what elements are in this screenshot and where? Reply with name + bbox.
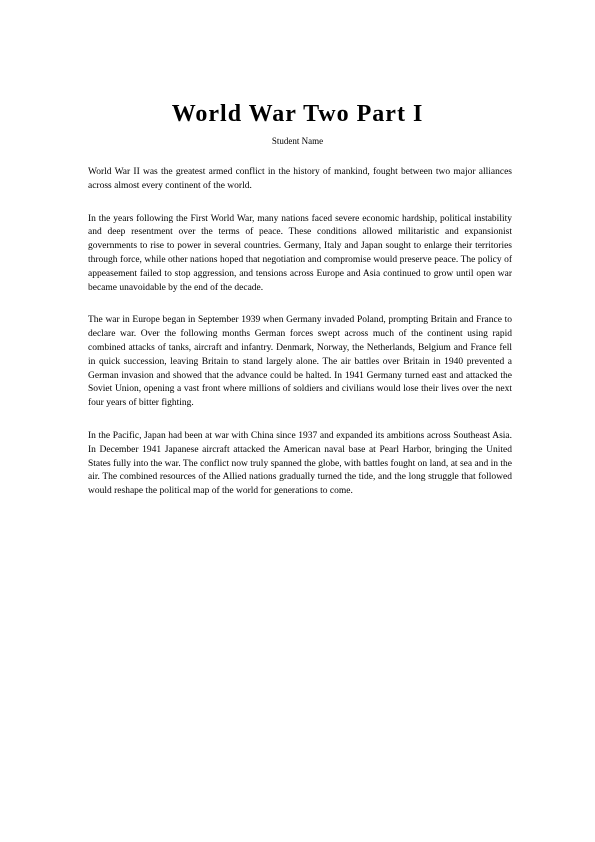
paragraph-3: The war in Europe began in September 1939 when Germany invaded Poland, prompting Britain and France to declare war. Over the following months German forces swept across much of the continent using rapid combined attacks of tanks, aircraft and infantry. Denmark, Norway, the Netherlands, Belgium and France fell in quick succession, leaving Britain to stand largely alone. The air battles over Britain in 1940 prevented a German invasion and showed that the advance could be halted. In 1941 Germany turned east and attacked the Soviet Union, opening a vast front where millions of soldiers and civilians would lose their lives over the next four years of bitter fighting. xyxy=(88,315,512,409)
page-title: World War Two Part I xyxy=(171,101,424,127)
paragraph-4: In the Pacific, Japan had been at war with China since 1937 and expanded its ambitions across Southeast Asia. In December 1941 Japanese aircraft attacked the American naval base at Pearl Harbor, bringing the United States fully into the war. The conflict now truly spanned the globe, with battles fought on land, at sea and in the air. The combined resources of the Allied nations gradually turned the tide, and the long struggle that followed would reshape the political map of the world for generations to come. xyxy=(88,430,512,497)
paragraph-2: In the years following the First World War, many nations faced severe economic hardship, political instability and deep resentment over the terms of peace. These conditions allowed militaristic and expansionist governments to rise to power in several countries. Germany, Italy and Japan sought to enlarge their territories through force, while other nations hoped that negotiation and compromise would preserve peace. The policy of appeasement failed to stop aggression, and tensions across Europe and Asia continued to grow until open war became unavoidable by the end of the decade. xyxy=(88,213,512,293)
body-text xyxy=(88,166,512,518)
byline: Student Name xyxy=(271,136,324,146)
paragraph-1: World War II was the greatest armed conflict in the history of mankind, fought between two major alliances across almost every continent of the world. xyxy=(88,167,512,191)
